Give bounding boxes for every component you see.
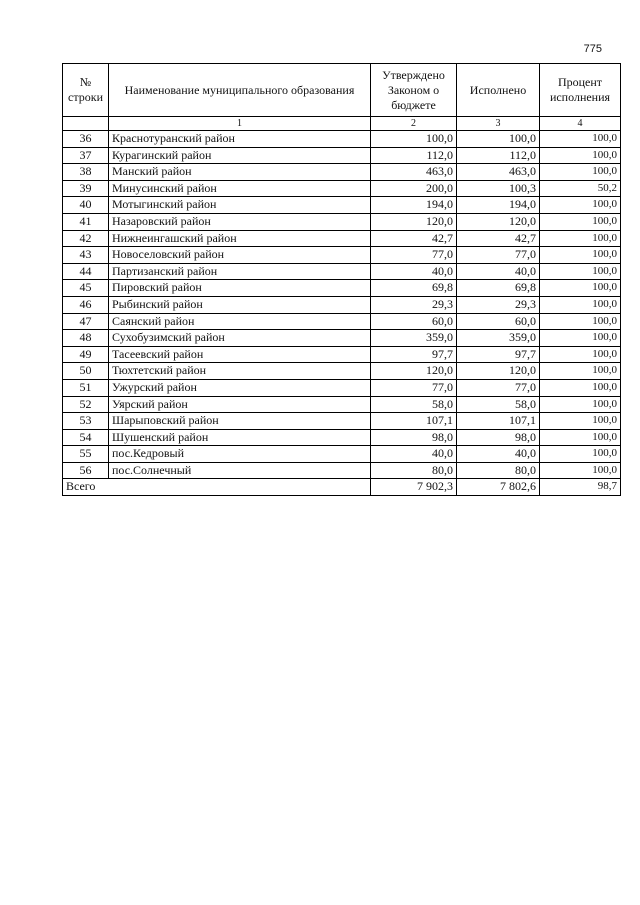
executed-amount-cell: 97,7 — [457, 346, 540, 363]
table-row — [63, 379, 621, 396]
percent-cell: 100,0 — [540, 346, 621, 363]
approved-amount-cell: 69,8 — [371, 280, 457, 297]
header-row-number: № строки — [63, 64, 109, 117]
row-number-cell: 36 — [63, 131, 109, 148]
percent-cell: 100,0 — [540, 147, 621, 164]
column-number: 2 — [371, 117, 457, 131]
row-number-cell: 45 — [63, 280, 109, 297]
approved-amount-cell: 77,0 — [371, 379, 457, 396]
municipality-name-cell: Пировский район — [109, 280, 371, 297]
table-row — [63, 396, 621, 413]
executed-amount-cell: 98,0 — [457, 429, 540, 446]
municipality-name-cell: Тюхтетский район — [109, 363, 371, 380]
approved-amount-cell: 60,0 — [371, 313, 457, 330]
approved-amount-cell: 97,7 — [371, 346, 457, 363]
table-row — [63, 147, 621, 164]
row-number-cell: 52 — [63, 396, 109, 413]
executed-amount-cell: 112,0 — [457, 147, 540, 164]
municipality-name-cell: Тасеевский район — [109, 346, 371, 363]
row-number-cell: 54 — [63, 429, 109, 446]
executed-amount-cell: 100,0 — [457, 131, 540, 148]
municipality-name-cell: Шушенский район — [109, 429, 371, 446]
table-row — [63, 413, 621, 430]
total-executed: 7 802,6 — [457, 479, 540, 496]
total-row — [63, 479, 621, 496]
percent-cell: 100,0 — [540, 446, 621, 463]
row-number-cell: 51 — [63, 379, 109, 396]
row-number-cell: 56 — [63, 462, 109, 479]
header-executed: Исполнено — [457, 64, 540, 117]
municipality-name-cell: Рыбинский район — [109, 296, 371, 313]
approved-amount-cell: 112,0 — [371, 147, 457, 164]
total-percent: 98,7 — [540, 479, 621, 496]
executed-amount-cell: 40,0 — [457, 446, 540, 463]
executed-amount-cell: 60,0 — [457, 313, 540, 330]
executed-amount-cell: 194,0 — [457, 197, 540, 214]
column-number: 1 — [109, 117, 371, 131]
table-row — [63, 363, 621, 380]
municipality-name-cell: пос.Кедровый — [109, 446, 371, 463]
executed-amount-cell: 58,0 — [457, 396, 540, 413]
approved-amount-cell: 359,0 — [371, 330, 457, 347]
municipality-name-cell: Краснотуранский район — [109, 131, 371, 148]
approved-amount-cell: 42,7 — [371, 230, 457, 247]
table-row — [63, 131, 621, 148]
table-row — [63, 313, 621, 330]
percent-cell: 100,0 — [540, 379, 621, 396]
approved-amount-cell: 120,0 — [371, 363, 457, 380]
executed-amount-cell: 120,0 — [457, 213, 540, 230]
percent-cell: 100,0 — [540, 330, 621, 347]
row-number-cell: 37 — [63, 147, 109, 164]
municipality-name-cell: Нижнеингашский район — [109, 230, 371, 247]
municipality-name-cell: Сухобузимский район — [109, 330, 371, 347]
approved-amount-cell: 29,3 — [371, 296, 457, 313]
row-number-cell: 42 — [63, 230, 109, 247]
percent-cell: 100,0 — [540, 429, 621, 446]
table-header — [63, 64, 621, 117]
row-number-cell: 43 — [63, 247, 109, 264]
row-number-cell: 40 — [63, 197, 109, 214]
percent-cell: 100,0 — [540, 164, 621, 181]
municipality-name-cell: Мотыгинский район — [109, 197, 371, 214]
approved-amount-cell: 40,0 — [371, 446, 457, 463]
total-label: Всего — [63, 479, 371, 496]
table-row — [63, 446, 621, 463]
executed-amount-cell: 359,0 — [457, 330, 540, 347]
approved-amount-cell: 120,0 — [371, 213, 457, 230]
percent-cell: 50,2 — [540, 180, 621, 197]
row-number-cell: 47 — [63, 313, 109, 330]
budget-execution-table — [62, 63, 621, 496]
table-row — [63, 230, 621, 247]
executed-amount-cell: 100,3 — [457, 180, 540, 197]
approved-amount-cell: 194,0 — [371, 197, 457, 214]
percent-cell: 100,0 — [540, 247, 621, 264]
header-approved: Утверждено Законом о бюджете — [371, 64, 457, 117]
page-number: 775 — [583, 43, 602, 55]
executed-amount-cell: 80,0 — [457, 462, 540, 479]
table-row — [63, 213, 621, 230]
municipality-name-cell: Манский район — [109, 164, 371, 181]
approved-amount-cell: 58,0 — [371, 396, 457, 413]
municipality-name-cell: Саянский район — [109, 313, 371, 330]
approved-amount-cell: 80,0 — [371, 462, 457, 479]
row-number-cell: 49 — [63, 346, 109, 363]
percent-cell: 100,0 — [540, 396, 621, 413]
table-row — [63, 346, 621, 363]
percent-cell: 100,0 — [540, 197, 621, 214]
table-row — [63, 462, 621, 479]
table-row — [63, 247, 621, 264]
approved-amount-cell: 77,0 — [371, 247, 457, 264]
municipality-name-cell: Курагинский район — [109, 147, 371, 164]
row-number-cell: 53 — [63, 413, 109, 430]
column-number-row — [63, 117, 621, 131]
table-row — [63, 164, 621, 181]
percent-cell: 100,0 — [540, 280, 621, 297]
header-municipality-name: Наименование муниципального образования — [109, 64, 371, 117]
municipality-name-cell: Партизанский район — [109, 263, 371, 280]
executed-amount-cell: 120,0 — [457, 363, 540, 380]
municipality-name-cell: Шарыповский район — [109, 413, 371, 430]
executed-amount-cell: 40,0 — [457, 263, 540, 280]
percent-cell: 100,0 — [540, 213, 621, 230]
approved-amount-cell: 463,0 — [371, 164, 457, 181]
executed-amount-cell: 77,0 — [457, 379, 540, 396]
approved-amount-cell: 100,0 — [371, 131, 457, 148]
approved-amount-cell: 40,0 — [371, 263, 457, 280]
municipality-name-cell: Ужурский район — [109, 379, 371, 396]
approved-amount-cell: 200,0 — [371, 180, 457, 197]
percent-cell: 100,0 — [540, 313, 621, 330]
table-row — [63, 296, 621, 313]
percent-cell: 100,0 — [540, 296, 621, 313]
row-number-cell: 38 — [63, 164, 109, 181]
table-body — [63, 117, 621, 479]
municipality-name-cell: Новоселовский район — [109, 247, 371, 264]
row-number-cell: 55 — [63, 446, 109, 463]
header-percent: Процент исполнения — [540, 64, 621, 117]
row-number-cell: 39 — [63, 180, 109, 197]
percent-cell: 100,0 — [540, 413, 621, 430]
executed-amount-cell: 77,0 — [457, 247, 540, 264]
percent-cell: 100,0 — [540, 131, 621, 148]
column-number: 4 — [540, 117, 621, 131]
executed-amount-cell: 29,3 — [457, 296, 540, 313]
approved-amount-cell: 107,1 — [371, 413, 457, 430]
column-number: 3 — [457, 117, 540, 131]
row-number-cell: 41 — [63, 213, 109, 230]
executed-amount-cell: 107,1 — [457, 413, 540, 430]
row-number-cell: 44 — [63, 263, 109, 280]
executed-amount-cell: 42,7 — [457, 230, 540, 247]
approved-amount-cell: 98,0 — [371, 429, 457, 446]
table-row — [63, 429, 621, 446]
row-number-cell: 50 — [63, 363, 109, 380]
percent-cell: 100,0 — [540, 230, 621, 247]
percent-cell: 100,0 — [540, 363, 621, 380]
municipality-name-cell: Уярский район — [109, 396, 371, 413]
table-row — [63, 197, 621, 214]
column-number — [63, 117, 109, 131]
row-number-cell: 46 — [63, 296, 109, 313]
municipality-name-cell: пос.Солнечный — [109, 462, 371, 479]
executed-amount-cell: 463,0 — [457, 164, 540, 181]
table-row — [63, 263, 621, 280]
municipality-name-cell: Назаровский район — [109, 213, 371, 230]
percent-cell: 100,0 — [540, 462, 621, 479]
table-row — [63, 180, 621, 197]
executed-amount-cell: 69,8 — [457, 280, 540, 297]
row-number-cell: 48 — [63, 330, 109, 347]
table-row — [63, 280, 621, 297]
table-row — [63, 330, 621, 347]
municipality-name-cell: Минусинский район — [109, 180, 371, 197]
percent-cell: 100,0 — [540, 263, 621, 280]
total-approved: 7 902,3 — [371, 479, 457, 496]
